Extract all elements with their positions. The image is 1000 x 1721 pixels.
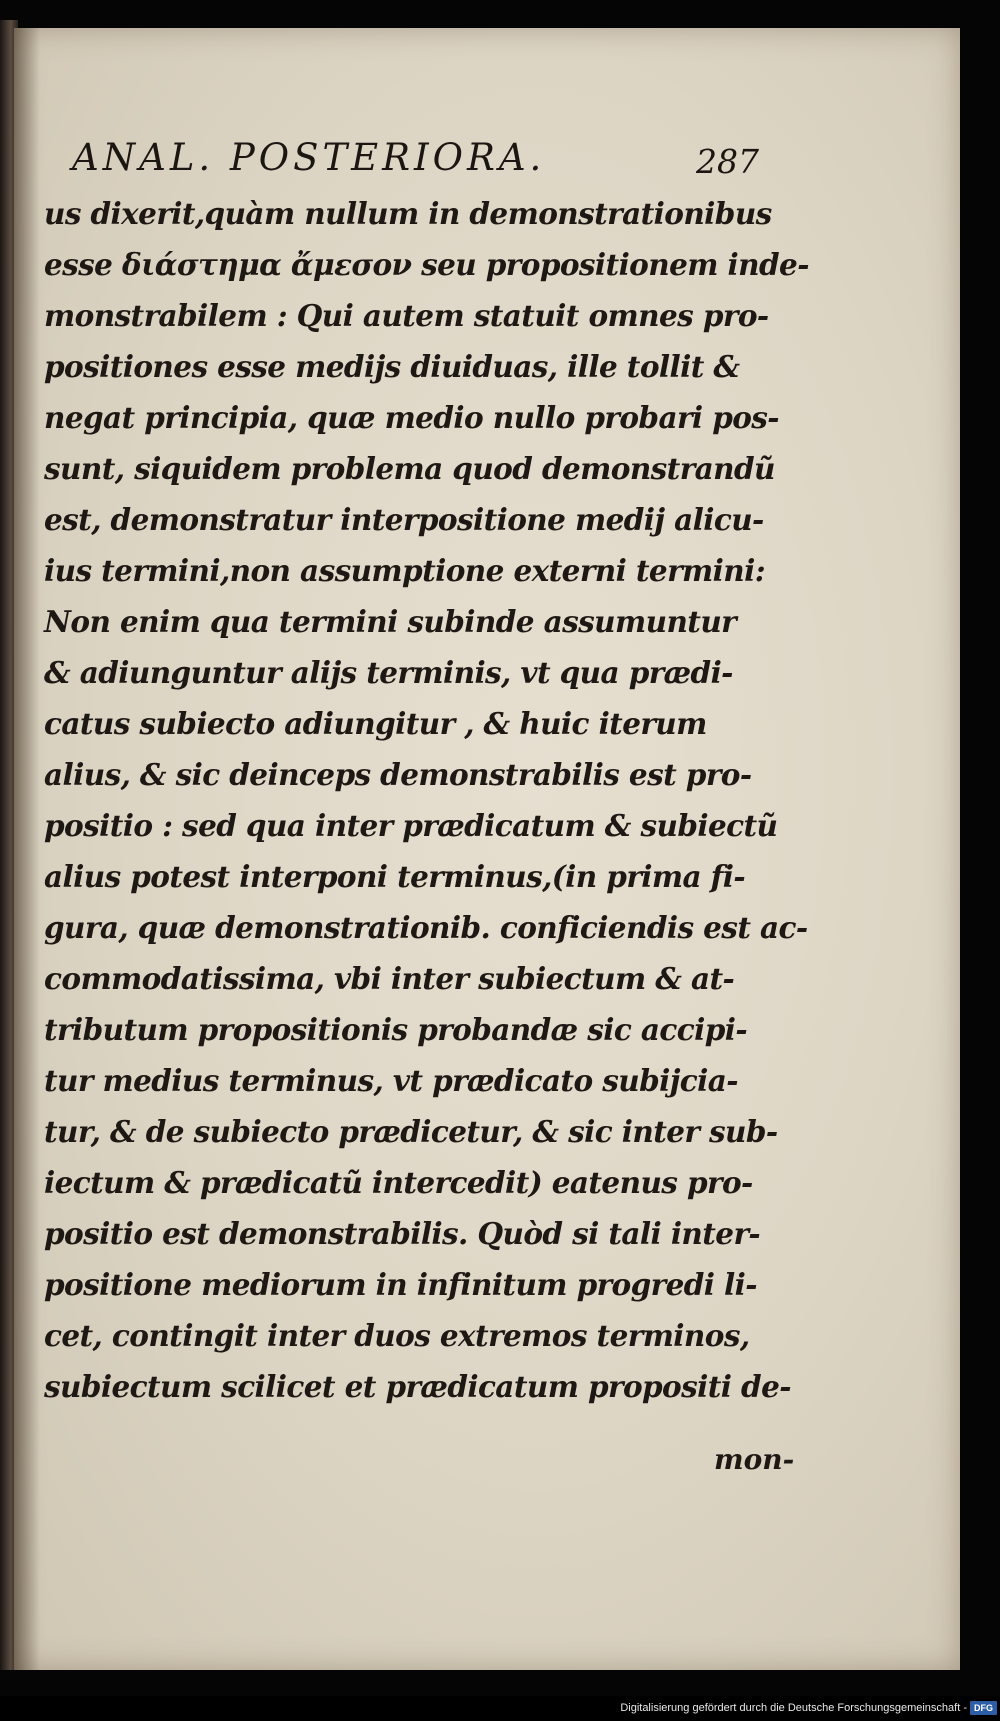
text-line: positio est demonstrabilis. Quòd si tali inter- [44,1216,761,1251]
book-page [14,28,960,1670]
text-line: catus subiecto adiungitur , & huic iterum [44,706,707,741]
text-line: positione mediorum in infinitum progredi li- [44,1267,757,1302]
running-head: ANAL. POSTERIORA. [72,136,546,179]
text-line: tur, & de subiecto prædicetur, & sic inter sub- [44,1114,778,1149]
text-line: est, demonstratur interpositione medij alicu- [44,502,764,537]
text-line: iectum & prædicatũ intercedit) eatenus pro- [44,1165,753,1200]
text-line: gura, quæ demonstrationib. conficiendis est ac- [44,910,808,945]
text-line: tributum propositionis probandæ sic accipi- [44,1012,748,1047]
text-line: & adiunguntur alijs terminis, vt qua prædi- [44,655,733,690]
text-line: ius termini,non assumptione externi termini: [44,553,765,588]
text-line: commodatissima, vbi inter subiectum & at- [44,961,735,996]
text-line: esse διάστημα ἄμεσον seu propositionem inde- [44,247,809,282]
text-line: sunt, siquidem problema quod demonstrandũ [44,451,775,486]
text-line: negat principia, quæ medio nullo probari pos- [44,400,779,435]
text-line: alius potest interponi terminus,(in prima fi- [44,859,746,894]
catchword: mon- [714,1443,795,1476]
body-text [44,188,809,1412]
text-line: us dixerit,quàm nullum in demonstrationibus [44,196,772,231]
text-line: cet, contingit inter duos extremos terminos, [44,1318,750,1353]
text-line: subiectum scilicet et prædicatum propositi de- [44,1369,791,1404]
page-number: 287 [696,142,759,181]
text-line: Non enim qua termini subinde assumuntur [44,604,737,639]
text-line: monstrabilem : Qui autem statuit omnes pro- [44,298,769,333]
digitization-credit: Digitalisierung gefördert durch die Deutsche Forschungsgemeinschaft - [620,1702,967,1714]
dfg-logo: DFG [970,1701,997,1715]
text-line: tur medius terminus, vt prædicato subijcia- [44,1063,738,1098]
text-line: alius, & sic deinceps demonstrabilis est pro- [44,757,752,792]
text-line: positiones esse medijs diuiduas, ille tollit & [44,349,740,384]
text-line: positio : sed qua inter prædicatum & subiectũ [44,808,778,843]
